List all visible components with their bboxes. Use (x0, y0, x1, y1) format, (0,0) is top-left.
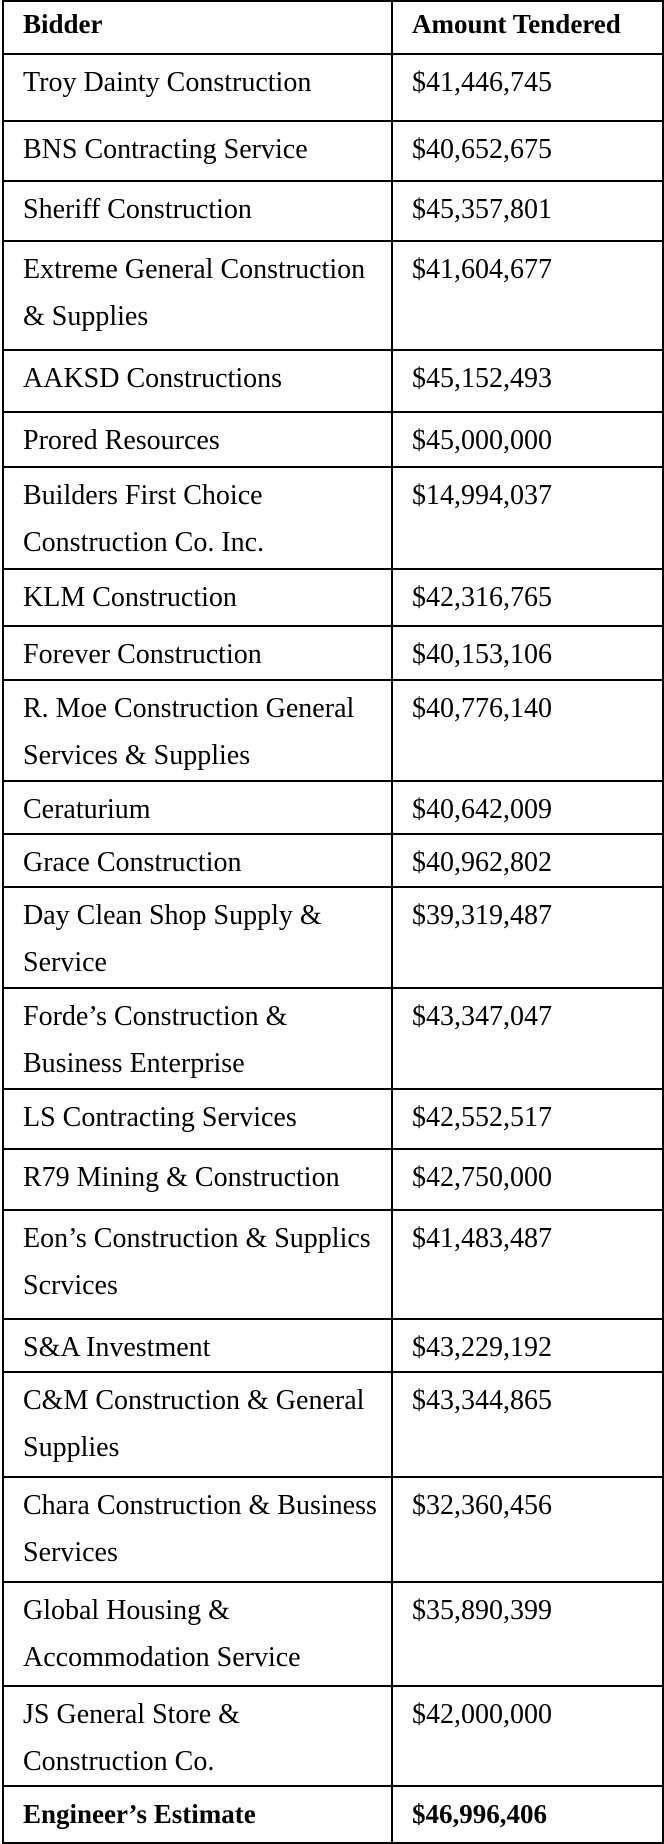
engineers-estimate-row (3, 1786, 663, 1843)
bidder-cell: BNS Contracting Service (3, 121, 392, 181)
table-row (3, 412, 663, 467)
table-row (3, 467, 663, 569)
amount-cell: $42,316,765 (392, 569, 663, 626)
amount-cell: $43,344,865 (392, 1372, 663, 1477)
bidder-cell: Builders First Choice Construction Co. Inc. (3, 467, 392, 569)
bidder-cell: Eon’s Construction & Supplics Scrvices (3, 1210, 392, 1319)
amount-cell: $35,890,399 (392, 1582, 663, 1686)
amount-cell: $43,229,192 (392, 1319, 663, 1372)
bidder-cell: AAKSD Constructions (3, 350, 392, 411)
header-row (3, 1, 663, 54)
amount-cell: $14,994,037 (392, 467, 663, 569)
table-row (3, 1089, 663, 1149)
bidder-cell: Global Housing & Accommodation Service (3, 1582, 392, 1686)
table-row (3, 569, 663, 626)
bidder-cell: KLM Construction (3, 569, 392, 626)
table-row (3, 350, 663, 411)
bidder-cell: S&A Investment (3, 1319, 392, 1372)
table-row (3, 781, 663, 834)
bidder-cell: R79 Mining & Construction (3, 1149, 392, 1209)
table-row (3, 1582, 663, 1686)
table-row (3, 241, 663, 350)
table-row (3, 1149, 663, 1209)
table-row (3, 1210, 663, 1319)
table-row (3, 834, 663, 887)
amount-cell: $32,360,456 (392, 1477, 663, 1582)
amount-cell: $42,000,000 (392, 1686, 663, 1787)
bidder-cell: Grace Construction (3, 834, 392, 887)
bidder-cell: C&M Construction & General Supplies (3, 1372, 392, 1477)
table-row (3, 680, 663, 781)
table-row (3, 1372, 663, 1477)
amount-cell: $40,776,140 (392, 680, 663, 781)
bidder-cell: Forde’s Construction & Business Enterprise (3, 988, 392, 1089)
table-row (3, 121, 663, 181)
table-row (3, 988, 663, 1089)
amount-cell: $40,153,106 (392, 626, 663, 679)
bidder-cell: Ceraturium (3, 781, 392, 834)
table-row (3, 1319, 663, 1372)
amount-cell: $43,347,047 (392, 988, 663, 1089)
bids-table (2, 0, 664, 1844)
amount-cell: $45,152,493 (392, 350, 663, 411)
amount-cell: $41,483,487 (392, 1210, 663, 1319)
bidder-cell: JS General Store & Construction Co. (3, 1686, 392, 1787)
bidder-cell: R. Moe Construction General Services & Supplies (3, 680, 392, 781)
estimate-amount: $46,996,406 (392, 1786, 663, 1843)
table-row (3, 887, 663, 988)
amount-cell: $45,357,801 (392, 181, 663, 241)
table-row (3, 54, 663, 121)
amount-cell: $40,642,009 (392, 781, 663, 834)
amount-cell: $39,319,487 (392, 887, 663, 988)
bidder-cell: Chara Construction & Business Services (3, 1477, 392, 1582)
table-row (3, 1686, 663, 1787)
amount-cell: $40,962,802 (392, 834, 663, 887)
amount-cell: $41,446,745 (392, 54, 663, 121)
estimate-label: Engineer’s Estimate (3, 1786, 392, 1843)
amount-cell: $45,000,000 (392, 412, 663, 467)
amount-column-header: Amount Tendered (392, 1, 663, 54)
table-row (3, 1477, 663, 1582)
bidder-cell: Troy Dainty Construction (3, 54, 392, 121)
table-row (3, 626, 663, 679)
bidder-cell: Prored Resources (3, 412, 392, 467)
bidder-cell: Day Clean Shop Supply & Service (3, 887, 392, 988)
amount-cell: $42,750,000 (392, 1149, 663, 1209)
amount-cell: $42,552,517 (392, 1089, 663, 1149)
amount-cell: $41,604,677 (392, 241, 663, 350)
bidder-cell: Forever Construction (3, 626, 392, 679)
table-row (3, 181, 663, 241)
bidder-cell: LS Contracting Services (3, 1089, 392, 1149)
bidder-cell: Extreme General Construction & Supplies (3, 241, 392, 350)
amount-cell: $40,652,675 (392, 121, 663, 181)
bidder-cell: Sheriff Construction (3, 181, 392, 241)
bidder-column-header: Bidder (3, 1, 392, 54)
